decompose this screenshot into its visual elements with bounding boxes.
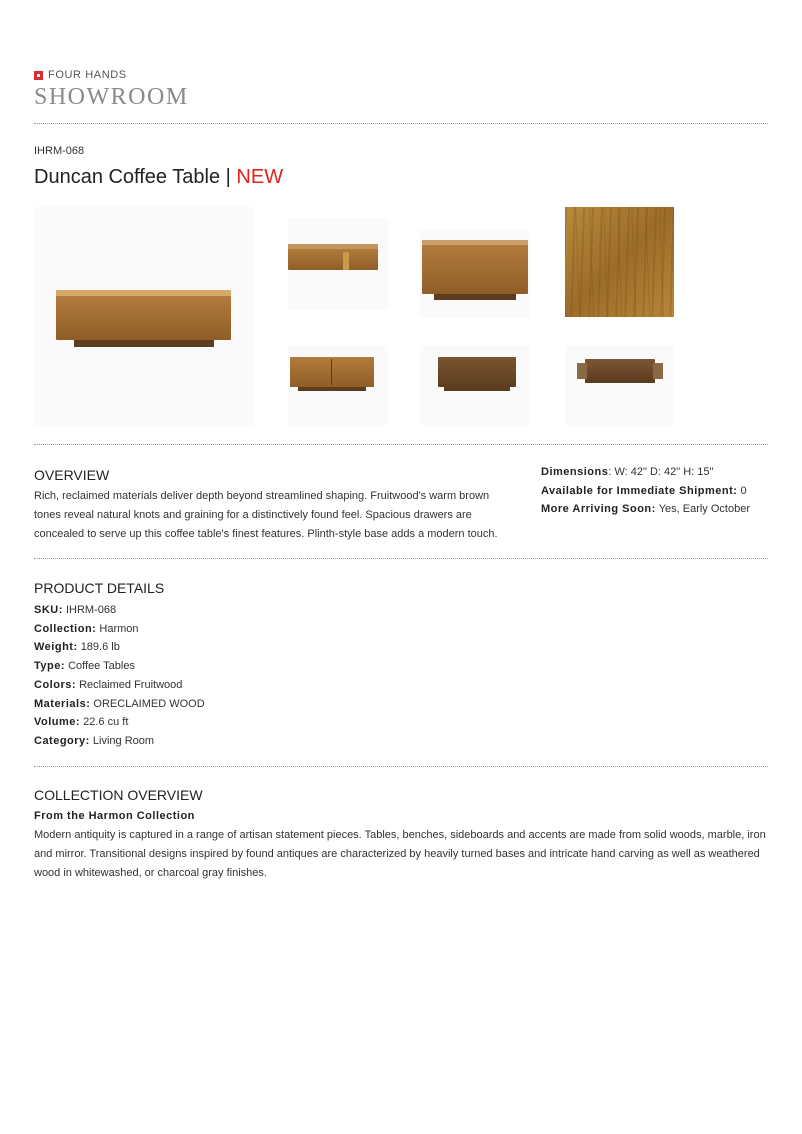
divider (34, 123, 768, 124)
detail-value: 189.6 lb (80, 641, 120, 654)
main-product-image[interactable] (34, 207, 254, 427)
thumbnail-drawers-side[interactable] (565, 345, 674, 425)
detail-row (34, 732, 434, 751)
collection-subheading: From the Harmon Collection (34, 810, 195, 822)
detail-value: Living Room (92, 734, 155, 747)
overview-heading: OVERVIEW (34, 467, 110, 483)
thumb-shape-top (422, 240, 528, 245)
table-base-shape (74, 340, 214, 347)
detail-value: Reclaimed Fruitwood (79, 678, 183, 691)
thumb-shape-base (298, 387, 366, 391)
detail-value: IHRM-068 (65, 604, 117, 616)
table-body-shape (56, 295, 231, 340)
thumbnail-wood-swatch[interactable] (565, 207, 674, 317)
detail-label: SKU: (34, 604, 63, 616)
thumb-drawer-right (653, 363, 663, 379)
thumb-shape (290, 357, 374, 387)
detail-value: Harmon (99, 622, 139, 635)
thumbnail-drawers-open[interactable] (288, 218, 388, 310)
spec-label: Dimensions (541, 466, 609, 478)
detail-label: Materials: (34, 697, 91, 710)
detail-row (34, 676, 434, 695)
spec-value: Yes, Early October (658, 503, 750, 516)
thumb-seam (331, 359, 332, 385)
thumbnail-front-view[interactable] (288, 345, 388, 425)
detail-label: Volume: (34, 716, 81, 729)
brand-name: SHOWROOM (34, 84, 189, 110)
brand-top-text: FOUR HANDS (48, 69, 127, 81)
product-title-text: Duncan Coffee Table (34, 166, 221, 188)
thumb-shape (288, 248, 378, 270)
spec-list (541, 463, 768, 519)
brand-logo (34, 69, 127, 81)
spec-dimensions (541, 463, 768, 482)
collection-subheading-wrap (34, 807, 195, 826)
overview-text: Rich, reclaimed materials deliver depth beyond streamlined shaping. Fruitwood's warm brown tones reveal natural knots and graining for a distinctively found feel. Spacious drawers are concealed to serve up this coffee table's finest features. Plinth-style base adds a modern touch. (34, 490, 498, 540)
spec-value: 0 (740, 484, 747, 497)
detail-label: Weight: (34, 641, 78, 654)
detail-value: 22.6 cu ft (83, 716, 129, 729)
detail-row (34, 695, 434, 714)
detail-row (34, 657, 434, 676)
divider (34, 444, 768, 445)
thumb-shape (422, 244, 528, 294)
detail-row (34, 601, 434, 620)
divider (34, 558, 768, 559)
spec-availability (541, 482, 768, 501)
thumb-drawer-left (577, 363, 587, 379)
detail-label: Type: (34, 660, 66, 673)
spec-label: More Arriving Soon: (541, 503, 656, 516)
detail-value: ORECLAIMED WOOD (93, 697, 205, 710)
spec-value: W: 42" D: 42" H: 15" (614, 466, 714, 478)
title-separator: | (225, 166, 231, 188)
product-sku: IHRM-068 (34, 145, 85, 157)
thumbnail-angle-view[interactable] (420, 230, 530, 318)
detail-label: Collection: (34, 622, 97, 635)
collection-text: Modern antiquity is captured in a range of artisan statement pieces. Tables, benches, sideboards and accents are made from solid woods, marble, iron and mirror. Transitional designs inspired by found antiques are characterized by heavily turned bases and intricate hand carving as well as weathered wood in whitewashed, or charcoal gray finishes. (34, 829, 766, 879)
thumb-shape (438, 357, 516, 387)
detail-row (34, 638, 434, 657)
divider (34, 766, 768, 767)
detail-label: Category: (34, 734, 90, 747)
thumb-shape (585, 359, 655, 383)
thumb-drawer (343, 252, 349, 270)
details-heading: PRODUCT DETAILS (34, 580, 165, 596)
spec-label: Available for Immediate Shipment: (541, 484, 738, 497)
thumbnail-side-view[interactable] (420, 345, 530, 425)
brand-square-icon (34, 71, 43, 80)
detail-row (34, 713, 434, 732)
detail-value: Coffee Tables (68, 660, 135, 673)
detail-row (34, 620, 434, 639)
spec-arriving (541, 500, 768, 519)
collection-heading: COLLECTION OVERVIEW (34, 787, 203, 803)
thumb-shape-base (444, 387, 510, 391)
product-title (34, 166, 283, 189)
thumb-shape-base (434, 294, 516, 300)
spec-sep: : (608, 466, 612, 478)
table-top-shape (56, 290, 231, 296)
new-badge: NEW (236, 166, 284, 188)
detail-label: Colors: (34, 678, 76, 691)
details-list (34, 601, 434, 751)
thumb-shape-top (288, 244, 378, 249)
